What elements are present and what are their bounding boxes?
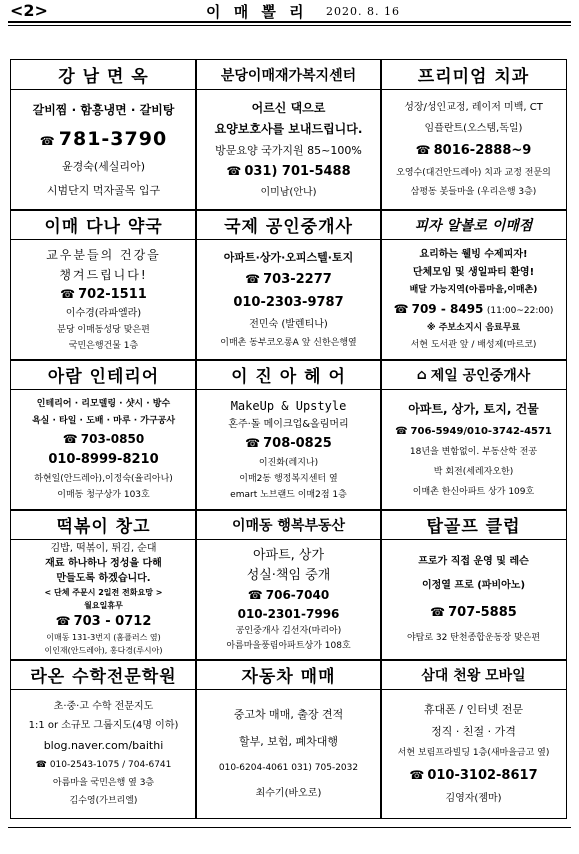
phone-icon: ☎: [247, 588, 263, 603]
ad-lee-jina-hair: [195, 359, 382, 511]
phone-icon: ☎: [39, 133, 56, 148]
ad-line: 중고차 매매, 출장 견적: [233, 707, 344, 721]
ad-title: 자동차 매매: [196, 660, 381, 690]
ad-phone: ☎ 703 - 0712: [55, 613, 152, 629]
ad-line: 단체모임 및 생일파티 환영!: [412, 267, 535, 279]
ad-title: 피자 알볼로 이매점: [381, 210, 566, 240]
ad-top-golf-club: [380, 509, 567, 661]
footer-rule: [8, 827, 571, 828]
ad-line: 프로가 직접 운영 및 레슨: [418, 555, 529, 567]
phone-icon: ☎: [409, 768, 425, 783]
ad-line: 성장/성인교정, 레이저 미백, CT: [404, 101, 543, 113]
ad-phone: ☎ 707-5885: [430, 605, 517, 621]
ad-phone: ☎ 708-0825: [245, 436, 332, 452]
ad-title: 아람 인테리어: [11, 360, 196, 390]
ad-tteokbokki-changgo: [10, 509, 197, 661]
ad-haengbok-realty: [195, 509, 382, 661]
ad-line: 서현 보림프라빌딩 1층(새마을금고 옆): [397, 747, 550, 758]
phone-icon: ☎: [55, 613, 71, 628]
ad-line: 전민숙 (발렌티나): [249, 318, 328, 330]
ad-title: 프리미엄 치과: [381, 60, 566, 90]
ad-line: 이미남(안나): [260, 187, 317, 199]
ad-line: 1:1 or 소규모 그룹지도(4명 이하): [28, 720, 179, 732]
ad-line: 이수경(라파엘라): [65, 307, 142, 319]
ad-line: 임플란트(오스템,독일): [424, 122, 523, 134]
header-rule: [8, 21, 571, 23]
ad-mobile: 010-8999-8210: [48, 452, 159, 468]
ad-phone: ☎ 010-2543-1075 / 704-6741: [35, 760, 172, 771]
ad-line: 초·중·고 수학 전문지도: [53, 700, 154, 712]
ad-line: 교우분들의 건강을: [46, 248, 161, 263]
ad-line: 어르신 댁으로: [251, 100, 326, 115]
phone-icon: ☎: [393, 302, 409, 317]
ad-mobile: 010-2301-7996: [237, 607, 340, 622]
bulletin-date: 2020. 8. 16: [326, 5, 400, 18]
ad-line: 방문요양 국가지원 85~100%: [215, 143, 362, 157]
ad-line: ※ 주보소지시 음료무료: [426, 323, 521, 333]
ad-line: 이매2동 행정복지센터 옆: [239, 473, 338, 484]
ad-pizza-alvolo: [380, 209, 567, 361]
ad-line: 김밥, 떡볶이, 튀김, 순대: [50, 542, 157, 554]
ad-phone: ☎ 8016-2888~9: [415, 143, 532, 159]
ad-line: 공인중개사 김선자(마리아): [235, 626, 342, 637]
ad-imae-welfare-center: [195, 59, 382, 211]
ad-phone: ☎ 703-0850: [62, 432, 145, 447]
phone-icon: ☎: [35, 760, 47, 771]
ad-title: ⌂ 제일 공인중개사: [381, 360, 566, 390]
ad-line: 최수기(바오로): [255, 788, 322, 800]
ad-line: 이진화(레지나): [258, 457, 319, 468]
ad-line: 아름마을 국민은행 옆 3층: [52, 778, 155, 789]
phone-icon: ☎: [415, 143, 431, 158]
phone-icon: ☎: [60, 287, 76, 302]
ad-line: 성실·책임 중개: [246, 567, 331, 583]
ad-phone: ☎ 031) 701-5488: [226, 164, 351, 180]
phone-icon: ☎: [245, 271, 261, 286]
ad-line: 아파트·상가·오피스텔·토지: [223, 250, 354, 264]
ad-car-trading: [195, 659, 382, 819]
ad-phone: ☎ 703-2277: [245, 271, 332, 287]
ad-title: 이매 다나 약국: [11, 210, 196, 240]
ad-line: 혼주·돌 메이크업&올림머리: [228, 418, 349, 430]
ad-line: 배달 가능지역(아름마을,이매촌): [409, 285, 538, 296]
ad-line: 분당 이매동성당 맞은편: [57, 324, 150, 335]
ad-line: 시범단지 먹자골목 입구: [46, 183, 161, 197]
ad-gangnam-myeonok: [10, 59, 197, 211]
page-number: <2>: [10, 1, 48, 20]
ad-line: 이정열 프로 (파비아노): [421, 580, 526, 592]
ad-line: 박 회전(세레자오한): [433, 466, 514, 477]
ad-line: 이매동 청구상가 103호: [57, 490, 150, 501]
ad-line: 윤경숙(세실리아): [62, 160, 145, 174]
ad-gukje-realty: [195, 209, 382, 361]
ad-line: < 단체 주문시 2일전 전화요망 >: [44, 588, 163, 598]
ad-line: 서현 도서관 앞 / 배성제(마르코): [410, 339, 537, 350]
ad-line: 아름마을풍림아파트상가 108호: [226, 641, 351, 652]
ad-line: 인테리어 · 리모델링 · 샷시 · 방수: [36, 399, 171, 409]
ad-line: 챙겨드립니다!: [59, 267, 148, 282]
ad-title: 탑골프 클럽: [381, 510, 566, 540]
ad-line: blog.naver.com/baithi: [43, 739, 164, 753]
ad-line: 갈비찜 · 함흥냉면 · 갈비탕: [32, 103, 175, 118]
ad-aram-interior: [10, 359, 197, 511]
header-rule-thin: [8, 25, 571, 26]
ad-line: 18년을 변함없이. 부동산학 전공: [409, 446, 538, 457]
ad-phone: ☎ 706-7040: [247, 588, 330, 603]
ad-mobile: 010-2303-9787: [233, 295, 344, 311]
ad-line: 재료 하나하나 정성을 다해: [45, 558, 162, 570]
ad-title: 이 진 아 헤 어: [196, 360, 381, 390]
ad-title: 라온 수학전문학원: [11, 660, 196, 690]
ad-title: 강 남 면 옥: [11, 60, 196, 90]
ad-line: MakeUp & Upstyle: [230, 398, 347, 413]
ad-phone: ☎ 709 - 8495 (11:00~22:00): [393, 302, 554, 317]
ad-imae-dana-pharmacy: [10, 209, 197, 361]
ad-line: 요양보호사를 보내드립니다.: [214, 122, 363, 137]
phone-icon: ☎: [395, 425, 408, 437]
ad-line: 아파트, 상가: [252, 547, 325, 563]
ad-title: 떡볶이 창고: [11, 510, 196, 540]
ad-line: 이매촌 한신아파트 상가 109호: [412, 486, 535, 497]
phone-icon: ☎: [62, 432, 78, 447]
ad-phone: ☎ 702-1511: [60, 287, 147, 303]
ad-raon-math-academy: [10, 659, 197, 819]
ad-line: 아파트, 상가, 토지, 건물: [408, 402, 539, 417]
ad-line: 김영자(젬마): [445, 793, 502, 805]
page-header: [8, 0, 571, 20]
ad-line: 이매동 131-3번지 (홈플러스 옆): [46, 632, 161, 642]
ad-title: 삼대 천왕 모바일: [381, 660, 566, 690]
ad-line: 오영수(대건안드레아) 치과 교정 전문의: [396, 167, 551, 178]
ad-line: 월요일휴무: [84, 601, 123, 611]
ad-title: 분당이매재가복지센터: [196, 60, 381, 90]
ad-line: 국민은행건물 1층: [68, 340, 139, 351]
phone-icon: ☎: [226, 164, 242, 179]
ad-line: 욕실 · 타일 · 도배 · 마루 · 가구공사: [31, 415, 176, 426]
ad-phone: 010-6204-4061 031) 705-2032: [218, 762, 359, 773]
ad-line: 요리하는 웰빙 수제피자!: [419, 249, 528, 261]
ad-line: 야탑로 32 탄천종합운동장 맞은편: [406, 633, 541, 644]
ad-phone: ☎ 781-3790: [39, 127, 168, 150]
ad-line: 김수영(가브리엘): [69, 796, 138, 807]
ad-line: 정직 · 친절 · 가격: [431, 725, 516, 739]
ad-line: 삼평동 봇들마을 (우리은행 3층): [410, 187, 537, 198]
ad-grid: [11, 60, 566, 818]
ad-premium-dental: [380, 59, 567, 211]
home-icon: ⌂: [416, 366, 427, 383]
ad-line: 만들도록 하겠습니다.: [56, 573, 151, 585]
ad-line: 휴대폰 / 인터넷 전문: [423, 702, 524, 716]
ad-phone: ☎ 010-3102-8617: [409, 768, 538, 784]
ad-jeil-realty: [380, 359, 567, 511]
ad-line: 할부, 보험, 폐차대행: [239, 735, 338, 749]
ad-samdae-mobile: [380, 659, 567, 819]
ad-line: emart 노브랜드 이매2점 1층: [230, 490, 347, 501]
ad-title: 국제 공인중개사: [196, 210, 381, 240]
ad-line: 이인재(안드레아), 홍다경(루시아): [44, 645, 163, 655]
phone-icon: ☎: [245, 436, 261, 451]
ad-title: 이매동 행복부동산: [196, 510, 381, 540]
ad-line: 이매촌 동부코오롱A 앞 신한은행옆: [220, 338, 357, 349]
phone-icon: ☎: [430, 605, 446, 620]
bulletin-name: 이 매 뽈 리: [206, 3, 308, 21]
ad-line: 하현일(안드레아),이정숙(율리아나): [34, 473, 173, 484]
ad-phone: ☎ 706-5949/010-3742-4571: [395, 425, 552, 437]
